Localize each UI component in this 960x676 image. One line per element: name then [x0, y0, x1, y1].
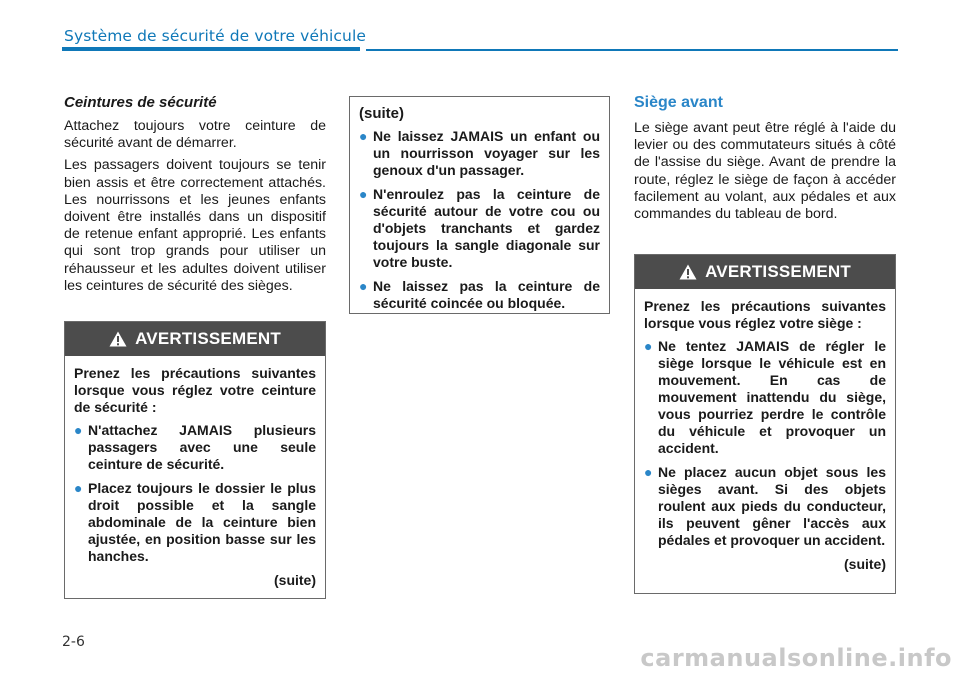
warning-intro: Prenez les précautions suivantes lorsque vous réglez votre ceinture de sécurité :: [74, 365, 316, 415]
warning-bullet: [359, 186, 600, 271]
warning-bullet: [644, 464, 886, 549]
section-title: Système de sécurité de votre véhicule: [64, 27, 366, 45]
warning-bullet: [359, 128, 600, 179]
front-seat-section: [634, 94, 896, 228]
seatbelt-paragraph-2: Les passagers doivent toujours se tenir bien assis et être correctement attachés. Les nourrissons et les jeunes enfants doivent être installés dans un dispositif de retenue enfant approprié. Les enfants qui sont trop grands pour utiliser un réhausseur et les adultes doivent utiliser les ceintures de sécurité des sièges.: [64, 157, 326, 294]
seatbelt-paragraph-1: Attachez toujours votre ceinture de sécurité avant de démarrer.: [64, 118, 326, 152]
bullet-dot-icon: ●: [644, 338, 653, 354]
bullet-text: Placez toujours le dossier le plus droit possible et la sangle abdominale de la ceinture bien ajustée, en position basse sur les hanches.: [88, 480, 316, 564]
watermark: carmanualsonline.info: [640, 644, 952, 672]
bullet-dot-icon: ●: [74, 480, 83, 496]
bullet-text: N'enroulez pas la ceinture de sécurité autour de votre cou ou d'objets tranchants et gardez toujours la sangle diagonale sur votre buste.: [373, 186, 600, 270]
seatbelt-section: [64, 94, 326, 300]
warning-bullet: [359, 278, 600, 312]
seatbelt-warning-box: [64, 321, 326, 599]
bullet-dot-icon: ●: [74, 422, 83, 438]
bullet-dot-icon: ●: [359, 186, 368, 202]
warning-header: [635, 255, 895, 289]
warning-triangle-icon: [109, 331, 127, 347]
header-rule-thin: [366, 49, 898, 51]
seatbelt-heading: Ceintures de sécurité: [64, 94, 217, 111]
front-seat-paragraph: Le siège avant peut être réglé à l'aide du levier ou des commutateurs situés à côté de l'assise du siège. Avant de prendre la route, réglez le siège de façon à accéder facilement au volant, aux pédales et aux commandes du tableau de bord.: [634, 120, 896, 223]
continued-title: (suite): [359, 105, 404, 122]
page-number: 2-6: [62, 634, 85, 650]
warning-bullet: [74, 422, 316, 473]
bullet-text: Ne tentez JAMAIS de régler le siège lorsque le véhicule est en mouvement. En cas de mouvement inattendu du siège, vous pourriez perdre le contrôle du véhicule et provoquer un accident.: [658, 338, 886, 456]
warning-bullet: [644, 338, 886, 457]
warning-bullet: [74, 480, 316, 565]
continued-label: (suite): [844, 556, 886, 572]
warning-header: [65, 322, 325, 356]
header-rule-thick: [62, 47, 360, 51]
seat-warning-box: [634, 254, 896, 594]
bullet-text: Ne laissez JAMAIS un enfant ou un nourrisson voyager sur les genoux d'un passager.: [373, 128, 600, 178]
bullet-dot-icon: ●: [359, 278, 368, 294]
warning-title: AVERTISSEMENT: [135, 329, 281, 348]
bullet-text: N'attachez JAMAIS plusieurs passagers avec une seule ceinture de sécurité.: [88, 422, 316, 472]
front-seat-heading: Siège avant: [634, 94, 723, 111]
bullet-dot-icon: ●: [644, 464, 653, 480]
warning-triangle-icon: [679, 264, 697, 280]
bullet-dot-icon: ●: [359, 128, 368, 144]
continued-label: (suite): [274, 572, 316, 588]
warning-intro: Prenez les précautions suivantes lorsque vous réglez votre siège :: [644, 298, 886, 331]
warning-title: AVERTISSEMENT: [705, 262, 851, 281]
continued-warning-box: [349, 96, 610, 314]
bullet-text: Ne laissez pas la ceinture de sécurité coincée ou bloquée.: [373, 278, 600, 311]
bullet-text: Ne placez aucun objet sous les sièges avant. Si des objets roulent aux pieds du conducteur, ils peuvent gêner l'accès aux pédales et provoquer un accident.: [658, 464, 886, 548]
